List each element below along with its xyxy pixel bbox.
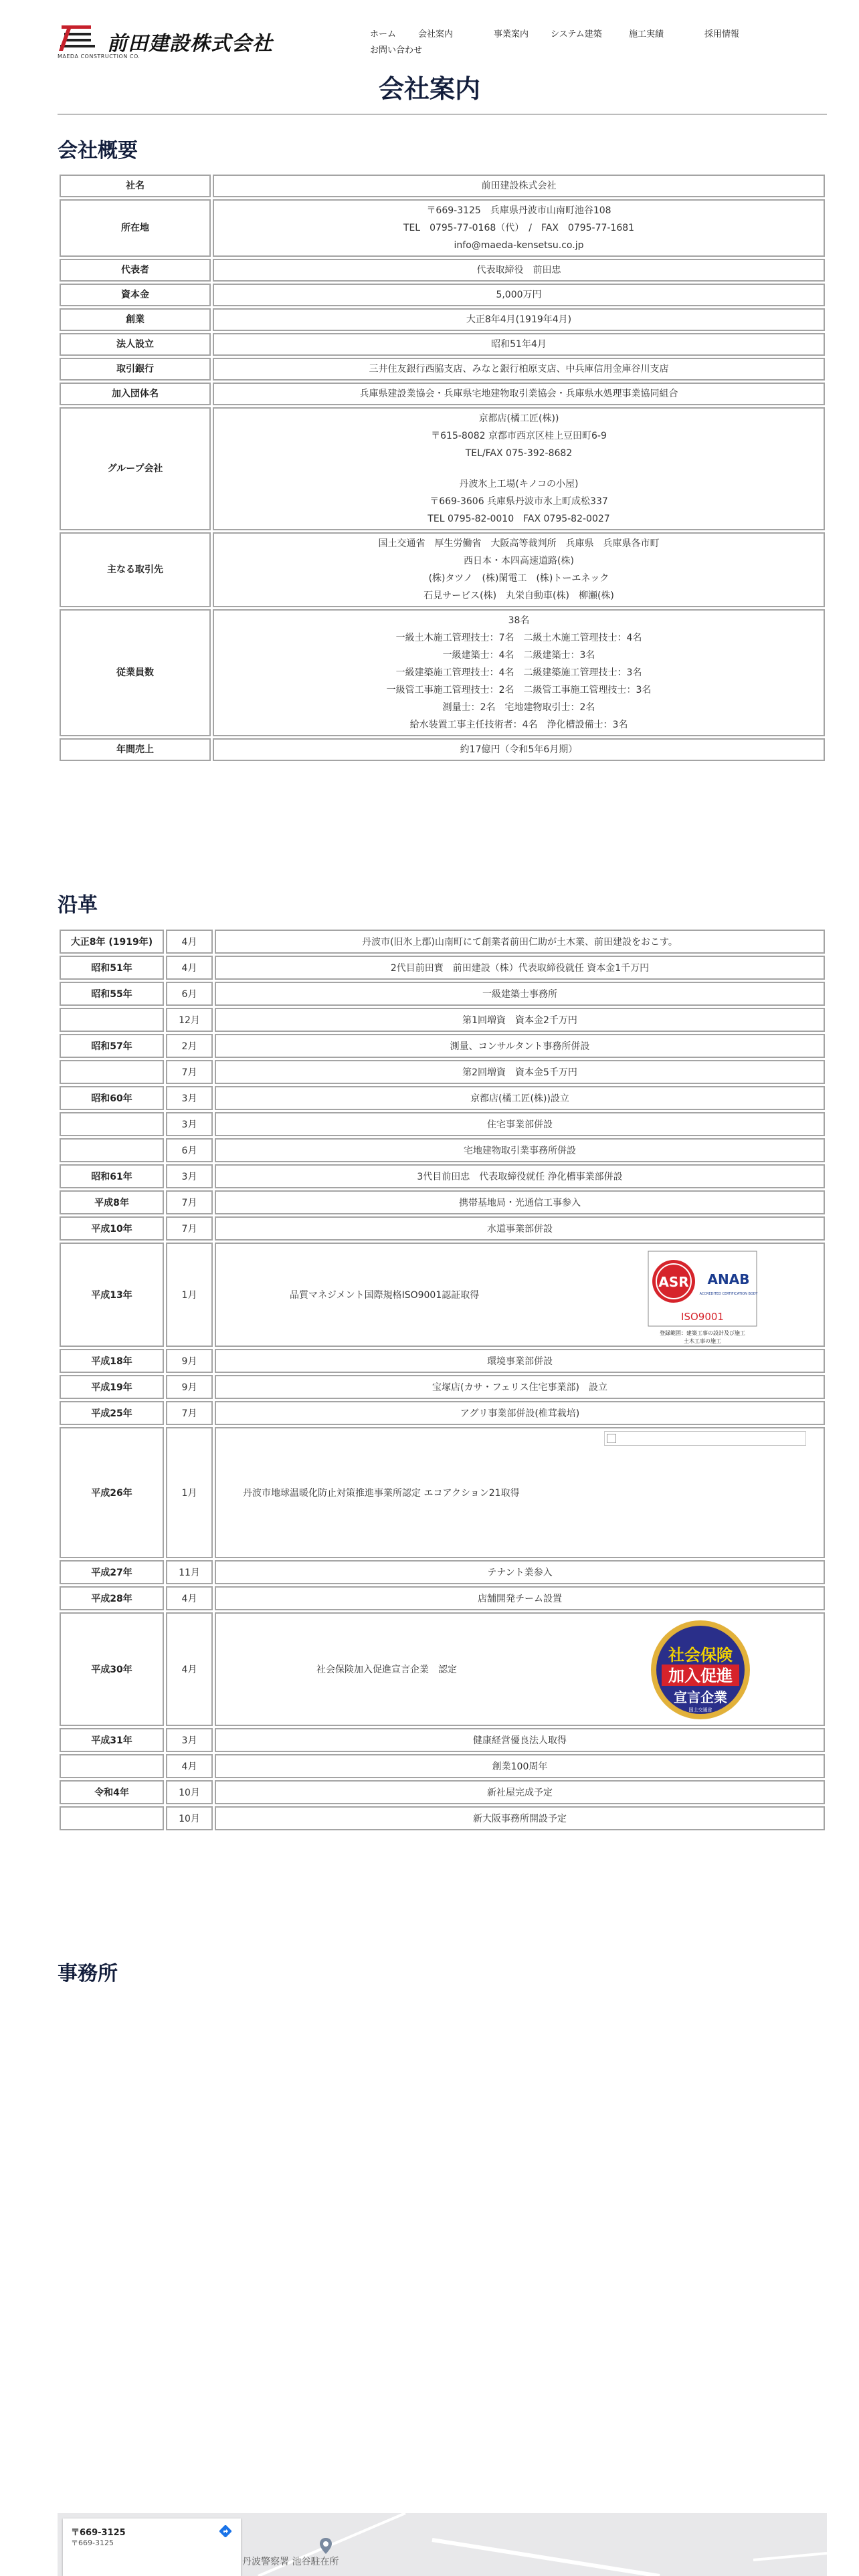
iso-standard: ISO9001 xyxy=(681,1311,724,1323)
ecoaction-broken-image xyxy=(604,1431,806,1446)
history-event: 一級建築士事務所 xyxy=(215,982,825,1006)
history-month: 11月 xyxy=(166,1560,213,1584)
overview-row-group xyxy=(60,407,825,530)
overview-value: 38名 一級土木施工管理技士：7名 二級土木施工管理技士：4名 一級建築士：4名 二級建築士：3名 一級建築施工管理技士：4名 二級建築施工管理技士：3名 一級管工事施工管理技士：2名 二級管工事施工管理技士：3名 測量士：2名 宅地建物取引士：2名 給水装置工事主任技術者：4名 浄化槽設備士：3名 xyxy=(213,609,825,736)
history-event: 第2回増資 資本金5千万円 xyxy=(215,1060,825,1084)
history-row xyxy=(60,1190,825,1214)
history-event: 第1回増資 資本金2千万円 xyxy=(215,1008,825,1032)
history-event: 京都店(橘工匠(株))設立 xyxy=(215,1086,825,1110)
history-event: テナント業参入 xyxy=(215,1560,825,1584)
offices-heading: 事務所 xyxy=(58,1962,118,1985)
history-row xyxy=(60,1008,825,1032)
history-month: 4月 xyxy=(166,930,213,954)
history-month: 1月 xyxy=(166,1243,213,1347)
history-row xyxy=(60,1216,825,1241)
history-year: 昭和60年 xyxy=(60,1086,164,1110)
history-month: 6月 xyxy=(166,1138,213,1162)
badge-line-1: 社会保険 xyxy=(668,1646,733,1665)
history-event: 丹波市(旧氷上郡)山南町にて創業者前田仁助が土木業、前田建設をおこす。 xyxy=(215,930,825,954)
company-overview-table xyxy=(58,173,827,763)
history-row-ecoaction xyxy=(60,1427,825,1558)
history-month: 6月 xyxy=(166,982,213,1006)
history-month: 7月 xyxy=(166,1190,213,1214)
overview-label: 代表者 xyxy=(60,259,211,282)
overview-value: 〒669-3125 兵庫県丹波市山南町池谷108 TEL 0795-77-0168（代） / FAX 0795-77-1681 info@maeda-kensetsu.co.jp xyxy=(213,199,825,257)
history-month: 4月 xyxy=(166,956,213,980)
overview-row-incorporated xyxy=(60,333,825,356)
overview-value: 国土交通省 厚生労働省 大阪高等裁判所 兵庫県 兵庫県各市町 西日本・本四高速道路(株) (株)タツノ (株)閑電工 (株)トーエネック 石見サービス(株) 丸栄自動車(株) 柳瀬(株) xyxy=(213,532,825,607)
history-row xyxy=(60,1138,825,1162)
overview-row-associations xyxy=(60,383,825,405)
map-card-postal: 〒669-3125 xyxy=(71,2528,126,2538)
overview-label: 従業員数 xyxy=(60,609,211,736)
overview-row-sales xyxy=(60,738,825,761)
logo-wordmark: 前田建設株式会社 xyxy=(107,32,273,56)
history-month: 7月 xyxy=(166,1401,213,1425)
history-month: 1月 xyxy=(166,1427,213,1558)
overview-value: 前田建設株式会社 xyxy=(213,175,825,197)
email-link[interactable]: info@maeda-kensetsu.co.jp xyxy=(454,240,584,251)
map-place-label: 丹波警察署 池谷駐在所 xyxy=(242,2557,339,2567)
overview-row-founded xyxy=(60,308,825,331)
history-year xyxy=(60,1754,164,1778)
badge-issuer: 国土交通省 xyxy=(688,1707,712,1713)
history-event-text: 品質マネジメント国際規格ISO9001認証取得 xyxy=(290,1290,480,1301)
history-event: 宅地建物取引業事務所併設 xyxy=(215,1138,825,1162)
asr-mark: ASR xyxy=(658,1274,689,1290)
directions-icon[interactable] xyxy=(219,2525,231,2537)
history-event: 住宅事業部併設 xyxy=(215,1112,825,1136)
nav-recruit[interactable]: 採用情報 xyxy=(704,29,740,39)
iso9001-certification-badge xyxy=(646,1251,759,1346)
history-heading: 沿革 xyxy=(58,893,98,917)
history-month: 3月 xyxy=(166,1086,213,1110)
anab-caption: ACCREDITED CERTIFICATION BODY xyxy=(699,1292,758,1296)
logo-mark-icon xyxy=(58,24,98,52)
overview-value: 昭和51年4月 xyxy=(213,333,825,356)
nav-home[interactable]: ホーム xyxy=(370,29,397,39)
nav-system-building[interactable]: システム建築 xyxy=(551,29,602,39)
history-month: 4月 xyxy=(166,1754,213,1778)
history-row xyxy=(60,930,825,954)
history-event: 新大阪事務所開設予定 xyxy=(215,1806,825,1830)
history-month: 10月 xyxy=(166,1806,213,1830)
overview-row-address xyxy=(60,199,825,257)
overview-row-banks xyxy=(60,358,825,381)
history-row xyxy=(60,1086,825,1110)
overview-heading: 会社概要 xyxy=(58,139,138,163)
overview-label: 創業 xyxy=(60,308,211,331)
history-month: 3月 xyxy=(166,1112,213,1136)
history-event xyxy=(215,1427,825,1558)
overview-label: 資本金 xyxy=(60,284,211,306)
map-info-card xyxy=(63,2518,241,2576)
overview-label: 年間売上 xyxy=(60,738,211,761)
overview-row-clients xyxy=(60,532,825,607)
history-row xyxy=(60,1728,825,1752)
history-row xyxy=(60,1034,825,1058)
nav-business[interactable]: 事業案内 xyxy=(494,29,529,39)
history-year: 平成18年 xyxy=(60,1349,164,1373)
history-year: 昭和55年 xyxy=(60,982,164,1006)
overview-label: 所在地 xyxy=(60,199,211,257)
history-year xyxy=(60,1008,164,1032)
history-year: 平成30年 xyxy=(60,1612,164,1726)
overview-value: 京都店(橘工匠(株)) 〒615-8082 京都市西京区桂上豆田町6-9 TEL/FAX 075-392-8682 丹波氷上工場(キノコの小屋) 〒669-3606 兵庫県丹波市氷上町成松337 TEL 0795-82-0010 FAX 0795-82-0027 xyxy=(213,407,825,530)
history-month: 4月 xyxy=(166,1612,213,1726)
history-year: 平成8年 xyxy=(60,1190,164,1214)
history-event xyxy=(215,1243,825,1347)
history-month: 2月 xyxy=(166,1034,213,1058)
history-month: 7月 xyxy=(166,1216,213,1241)
history-row-insurance xyxy=(60,1612,825,1726)
overview-row-capital xyxy=(60,284,825,306)
history-year: 平成10年 xyxy=(60,1216,164,1241)
history-event: 測量、コンサルタント事務所併設 xyxy=(215,1034,825,1058)
nav-company[interactable]: 会社案内 xyxy=(418,29,454,39)
overview-value: 三井住友銀行西脇支店、みなと銀行柏原支店、中兵庫信用金庫谷川支店 xyxy=(213,358,825,381)
company-logo[interactable] xyxy=(58,24,339,62)
overview-label: 加入団体名 xyxy=(60,383,211,405)
logo-subtitle: MAEDA CONSTRUCTION CO. xyxy=(58,53,140,60)
history-month: 10月 xyxy=(166,1780,213,1804)
history-row xyxy=(60,1560,825,1584)
overview-row-representative xyxy=(60,259,825,282)
history-event: 2代目前田實 前田建設（株）代表取締役就任 資本金1千万円 xyxy=(215,956,825,980)
history-month: 12月 xyxy=(166,1008,213,1032)
history-year: 平成19年 xyxy=(60,1375,164,1399)
overview-label: 法人設立 xyxy=(60,333,211,356)
history-month: 4月 xyxy=(166,1586,213,1610)
history-row xyxy=(60,1586,825,1610)
history-month: 3月 xyxy=(166,1728,213,1752)
history-event: 宝塚店(カサ・フェリス住宅事業部) 設立 xyxy=(215,1375,825,1399)
history-row xyxy=(60,1780,825,1804)
history-year: 昭和57年 xyxy=(60,1034,164,1058)
history-year: 昭和51年 xyxy=(60,956,164,980)
history-row xyxy=(60,1349,825,1373)
page-title: 会社案内 xyxy=(378,74,480,104)
badge-line-3: 宣言企業 xyxy=(674,1689,727,1705)
history-year: 平成26年 xyxy=(60,1427,164,1558)
iso-scope-2: 土木工事の施工 xyxy=(684,1338,721,1344)
main-navigation xyxy=(370,24,745,58)
history-event: 3代目前田忠 代表取締役就任 浄化槽事業部併設 xyxy=(215,1164,825,1188)
history-year xyxy=(60,1112,164,1136)
history-event: 環境事業部併設 xyxy=(215,1349,825,1373)
history-row xyxy=(60,1401,825,1425)
history-event: 新社屋完成予定 xyxy=(215,1780,825,1804)
map-card-postal-sub: 〒669-3125 xyxy=(71,2539,114,2547)
title-divider xyxy=(58,114,827,115)
history-month: 9月 xyxy=(166,1349,213,1373)
history-row xyxy=(60,1375,825,1399)
overview-label: 社名 xyxy=(60,175,211,197)
history-year xyxy=(60,1138,164,1162)
history-year: 平成31年 xyxy=(60,1728,164,1752)
badge-line-2: 加入促進 xyxy=(668,1667,733,1685)
history-event: 携帯基地局・光通信工事参入 xyxy=(215,1190,825,1214)
history-event: 創業100周年 xyxy=(215,1754,825,1778)
history-year xyxy=(60,1806,164,1830)
history-month: 3月 xyxy=(166,1164,213,1188)
history-row xyxy=(60,1060,825,1084)
history-year: 平成13年 xyxy=(60,1243,164,1347)
history-event xyxy=(215,1612,825,1726)
history-year: 大正8年 (1919年) xyxy=(60,930,164,954)
overview-value: 大正8年4月(1919年4月) xyxy=(213,308,825,331)
iso-scope: 登録範囲：建築工事の設計及び施工 xyxy=(660,1330,745,1336)
history-month: 7月 xyxy=(166,1060,213,1084)
overview-label: 主なる取引先 xyxy=(60,532,211,607)
overview-row-employees xyxy=(60,609,825,736)
history-event: 店舗開発チーム設置 xyxy=(215,1586,825,1610)
history-event: アグリ事業部併設(椎茸栽培) xyxy=(215,1401,825,1425)
history-row xyxy=(60,1164,825,1188)
history-row xyxy=(60,956,825,980)
history-year xyxy=(60,1060,164,1084)
overview-value: 兵庫県建設業協会・兵庫県宅地建物取引業協会・兵庫県水処理事業協同組合 xyxy=(213,383,825,405)
history-event-text: 丹波市地球温暖化防止対策推進事業所認定 エコアクション21取得 xyxy=(243,1488,520,1499)
overview-value: 代表取締役 前田忠 xyxy=(213,259,825,282)
overview-value: 5,000万円 xyxy=(213,284,825,306)
history-event: 水道事業部併設 xyxy=(215,1216,825,1241)
history-row xyxy=(60,982,825,1006)
history-year: 昭和61年 xyxy=(60,1164,164,1188)
history-event: 健康経営優良法人取得 xyxy=(215,1728,825,1752)
history-year: 平成25年 xyxy=(60,1401,164,1425)
history-row-iso xyxy=(60,1243,825,1347)
history-year: 平成27年 xyxy=(60,1560,164,1584)
overview-value: 約17億円（令和5年6月期） xyxy=(213,738,825,761)
nav-works[interactable]: 施工実績 xyxy=(629,29,664,39)
social-insurance-badge xyxy=(650,1619,751,1721)
overview-row-name xyxy=(60,175,825,197)
history-row xyxy=(60,1754,825,1778)
anab-mark: ANAB xyxy=(707,1271,750,1287)
map-pin-icon[interactable] xyxy=(318,2537,333,2555)
history-year: 令和4年 xyxy=(60,1780,164,1804)
history-month: 9月 xyxy=(166,1375,213,1399)
history-event-text: 社会保険加入促進宣言企業 認定 xyxy=(316,1665,457,1675)
history-table xyxy=(58,928,827,1832)
history-row xyxy=(60,1806,825,1830)
overview-label: 取引銀行 xyxy=(60,358,211,381)
office-map[interactable] xyxy=(58,2513,827,2576)
overview-label: グループ会社 xyxy=(60,407,211,530)
nav-contact[interactable]: お問い合わせ xyxy=(370,45,423,56)
history-row xyxy=(60,1112,825,1136)
history-year: 平成28年 xyxy=(60,1586,164,1610)
